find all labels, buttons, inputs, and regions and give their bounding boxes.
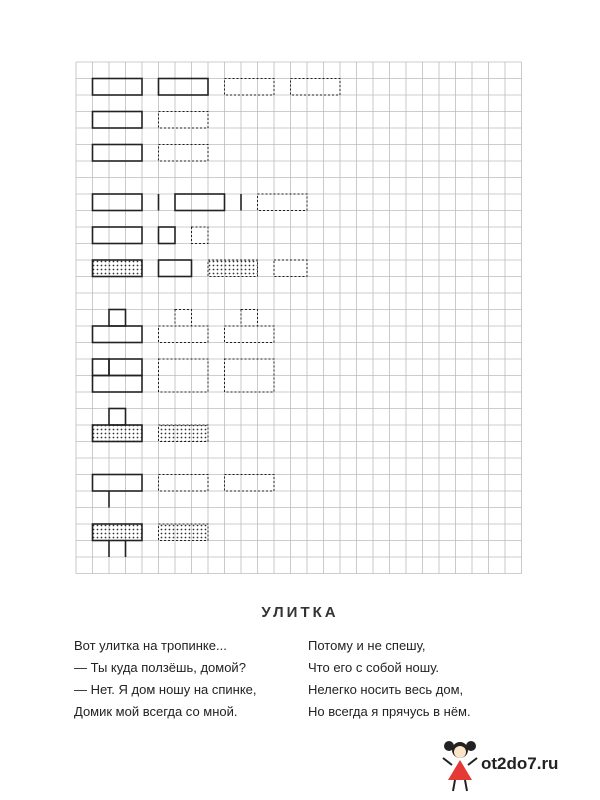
pattern-shape bbox=[93, 376, 143, 393]
dotted-shape bbox=[225, 475, 275, 492]
pattern-shape bbox=[93, 475, 143, 492]
dotted-shape bbox=[159, 145, 209, 162]
poem-line: Домик мой всегда со мной. bbox=[74, 704, 238, 719]
poem-line: Вот улитка на тропинке... bbox=[74, 638, 227, 653]
dotted-shape bbox=[225, 326, 275, 343]
pattern-shape bbox=[175, 194, 225, 211]
dotted-shape bbox=[159, 326, 209, 343]
poem-line: — Ты куда ползёшь, домой? bbox=[74, 660, 246, 675]
dotted-shape bbox=[159, 112, 209, 129]
dotted-shape bbox=[159, 425, 209, 442]
dotted-shape bbox=[159, 475, 209, 492]
dotted-shape bbox=[208, 260, 258, 277]
poem-right-column bbox=[308, 635, 471, 723]
pattern-shape bbox=[93, 194, 143, 211]
pattern-shape bbox=[93, 425, 143, 442]
pattern-shape bbox=[93, 145, 143, 162]
poem-line: Но всегда я прячусь в нём. bbox=[308, 704, 471, 719]
dotted-shape bbox=[192, 227, 209, 244]
pattern-shape bbox=[93, 112, 143, 129]
pattern-shape bbox=[93, 326, 143, 343]
pattern-shape bbox=[159, 227, 176, 244]
poem-line: Что его с собой ношу. bbox=[308, 660, 440, 675]
site-name: ot2do7.ru bbox=[481, 754, 559, 773]
dotted-shape bbox=[159, 524, 209, 541]
pattern-shape bbox=[93, 227, 143, 244]
pattern-shape bbox=[93, 79, 143, 96]
pattern-shape bbox=[93, 359, 110, 376]
pattern-shape bbox=[159, 79, 209, 96]
poem-line: Нелегко носить весь дом, bbox=[308, 682, 464, 697]
pattern-shape bbox=[109, 409, 126, 426]
dotted-shape bbox=[225, 79, 275, 96]
pattern-shape bbox=[109, 310, 126, 327]
dotted-shape bbox=[241, 310, 258, 327]
dotted-shape bbox=[175, 310, 192, 327]
dotted-shape bbox=[258, 194, 308, 211]
poem-line: — Нет. Я дом ношу на спинке, bbox=[74, 682, 257, 697]
poem-title: УЛИТКА bbox=[261, 604, 339, 621]
dotted-shape bbox=[291, 79, 341, 96]
poem-line: Потому и не спешу, bbox=[308, 638, 426, 653]
poem-left-column bbox=[74, 635, 257, 723]
girl-logo-icon bbox=[440, 738, 480, 794]
pattern-shape bbox=[93, 524, 143, 541]
pattern-shape bbox=[93, 260, 143, 277]
